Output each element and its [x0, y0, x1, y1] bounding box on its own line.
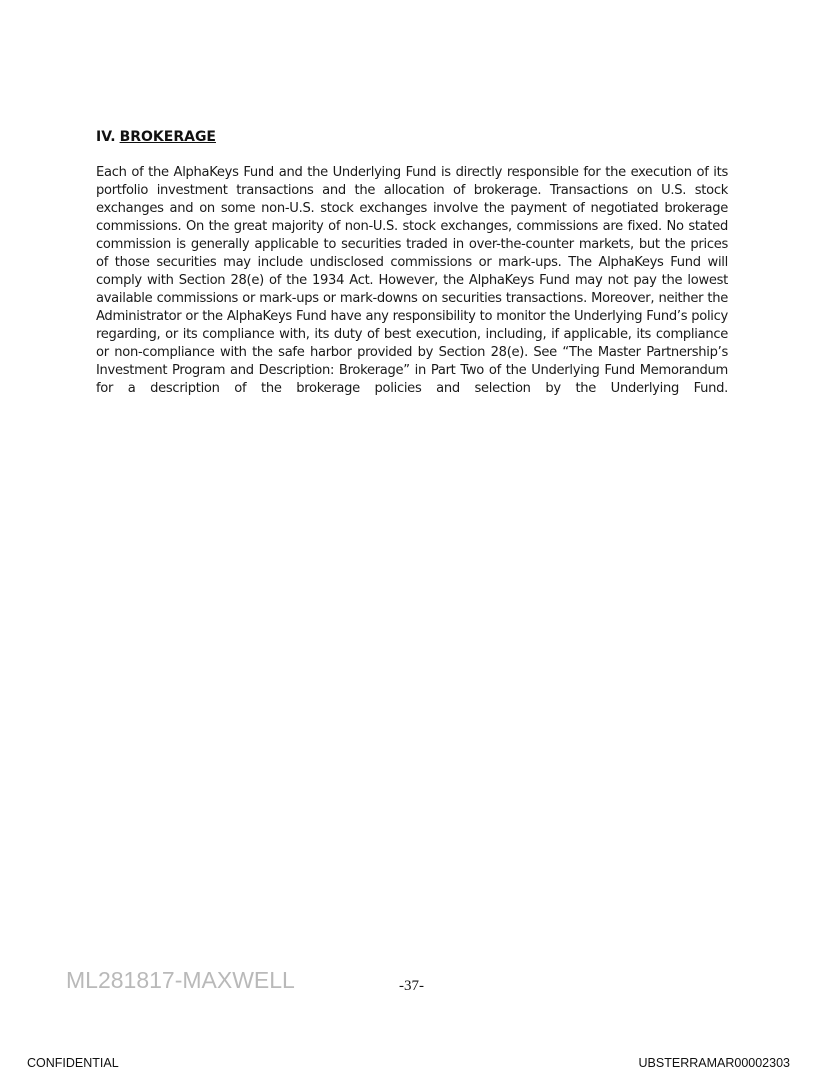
section-heading [96, 129, 216, 145]
bates-number: UBSTERRAMAR00002303 [638, 1056, 790, 1070]
section-number: IV. [96, 129, 116, 145]
page-number: -37- [399, 978, 424, 994]
section-body-paragraph: Each of the AlphaKeys Fund and the Underlying Fund is directly responsible for the execution of its portfolio investment transactions and the allocation of brokerage. Transactions on U.S. stock exchanges and on some non-U.S. stock exchanges involve the payment of negotiated brokerage commissions. On the great majority of non-U.S. stock exchanges, commissions are fixed. No stated commission is generally applicable to securities traded in over-the-counter markets, but the prices of those securities may include undisclosed commissions or mark-ups. The AlphaKeys Fund will comply with Section 28(e) of the 1934 Act. However, the AlphaKeys Fund may not pay the lowest available commissions or mark-ups or mark-downs on securities transactions. Moreover, neither the Administrator or the AlphaKeys Fund have any responsibility to monitor the Underlying Fund’s policy regarding, or its compliance with, its duty of best execution, including, if applicable, its compliance or non-compliance with the safe harbor provided by Section 28(e). See “The Master Partnership’s Investment Program and Description: Brokerage” in Part Two of the Underlying Fund Memorandum for a description of the brokerage policies and selection by the Underlying Fund. [96, 165, 728, 396]
section-title: BROKERAGE [119, 129, 216, 145]
document-id-watermark: ML281817-MAXWELL [66, 967, 295, 993]
confidential-label: CONFIDENTIAL [27, 1056, 119, 1070]
